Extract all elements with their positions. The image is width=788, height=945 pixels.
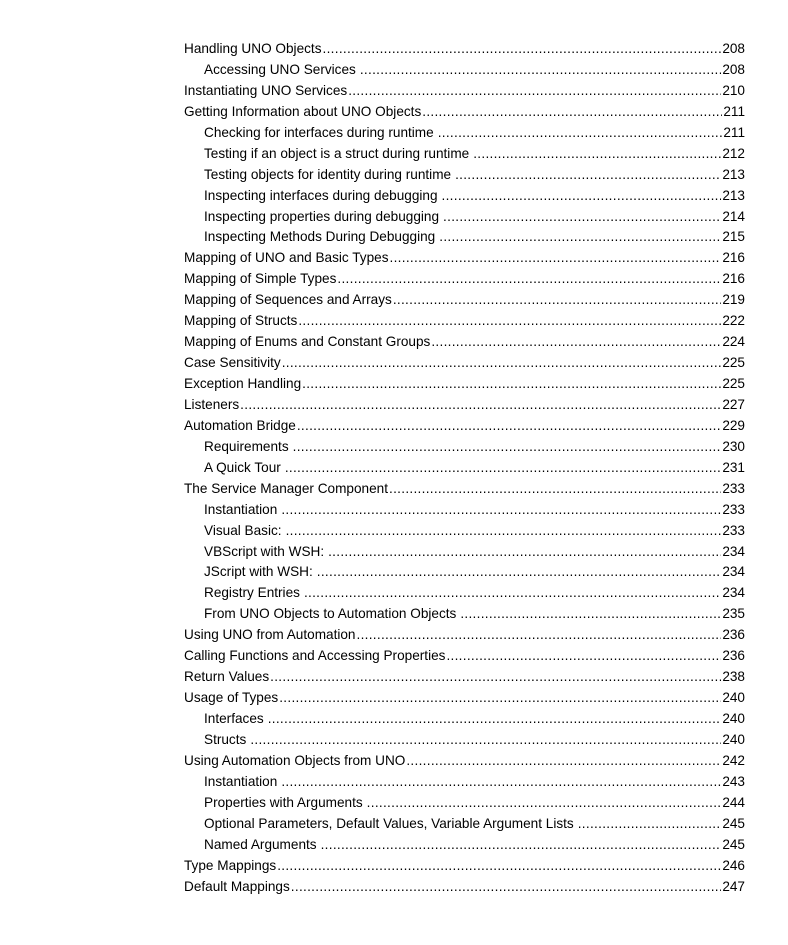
toc-entry-page-number: 229	[722, 417, 745, 433]
toc-entry-page-number: 216	[722, 250, 745, 266]
dot-leader	[357, 625, 722, 646]
dot-leader	[337, 269, 721, 290]
toc-entry-page-number: 235	[722, 606, 745, 622]
dot-leader	[317, 562, 722, 583]
toc-subentry[interactable]	[184, 165, 745, 186]
dot-leader	[279, 688, 721, 709]
dot-leader	[367, 793, 722, 814]
toc-subentry[interactable]	[184, 458, 745, 479]
toc-entry-title: Usage of Types	[184, 690, 279, 706]
toc-entry-page-number: 213	[722, 166, 745, 182]
dot-leader	[431, 332, 721, 353]
dot-leader	[443, 207, 721, 228]
toc-entry-page-number: 240	[722, 690, 745, 706]
toc-entry-title: Testing if an object is a struct during runtime	[204, 145, 470, 161]
toc-entry-page-number: 216	[722, 271, 745, 287]
toc-entry-page-number: 234	[722, 585, 745, 601]
toc-entry-page-number: 233	[722, 501, 745, 517]
toc-subentry[interactable]	[184, 123, 745, 144]
dot-leader	[268, 709, 722, 730]
toc-entry-page-number: 238	[722, 669, 745, 685]
toc-entry-page-number: 245	[722, 836, 745, 852]
dot-leader	[455, 165, 721, 186]
toc-entry-page-number: 236	[722, 627, 745, 643]
toc-entry-page-number: 225	[722, 355, 745, 371]
toc-entry[interactable]	[184, 646, 745, 667]
toc-entry-page-number: 208	[722, 61, 745, 77]
toc-entry[interactable]	[184, 248, 745, 269]
toc-entry-title: Mapping of Simple Types	[184, 271, 337, 287]
toc-subentry[interactable]	[184, 604, 745, 625]
toc-entry-title: Named Arguments	[204, 836, 317, 852]
toc-entry-page-number: 240	[722, 711, 745, 726]
toc-entry-page-number: 212	[722, 145, 745, 161]
toc-entry[interactable]	[184, 667, 745, 688]
toc-entry[interactable]	[184, 877, 745, 898]
toc-subentry[interactable]	[184, 709, 745, 730]
toc-entry-title: The Service Manager Component	[184, 480, 389, 496]
dot-leader	[297, 416, 721, 437]
toc-entry-page-number: 215	[722, 229, 745, 245]
dot-leader	[578, 814, 722, 835]
toc-entry[interactable]	[184, 311, 745, 332]
toc-entry-page-number: 245	[722, 815, 745, 831]
toc-entry[interactable]	[184, 269, 745, 290]
dot-leader	[240, 395, 721, 416]
toc-entry-title: Calling Functions and Accessing Properties	[184, 648, 446, 664]
toc-subentry[interactable]	[184, 772, 745, 793]
toc-entry-page-number: 211	[723, 103, 745, 119]
toc-subentry[interactable]	[184, 835, 745, 856]
dot-leader	[285, 458, 721, 479]
toc-entry-title: From UNO Objects to Automation Objects	[204, 606, 457, 622]
dot-leader	[390, 248, 722, 269]
toc-entry[interactable]	[184, 353, 745, 374]
dot-leader	[446, 646, 721, 667]
toc-subentry[interactable]	[184, 437, 745, 458]
toc-entry[interactable]	[184, 332, 745, 353]
toc-entry-title: A Quick Tour	[204, 459, 281, 475]
dot-leader	[438, 123, 723, 144]
toc-entry-title: Case Sensitivity	[184, 355, 281, 371]
toc-entry-title: Accessing UNO Services	[204, 61, 356, 77]
dot-leader	[302, 374, 721, 395]
toc-entry-title: Inspecting Methods During Debugging	[204, 229, 436, 245]
toc-entry-page-number: 233	[722, 480, 745, 496]
toc-entry-page-number: 243	[722, 773, 745, 789]
toc-entry-page-number: 231	[722, 459, 745, 475]
toc-entry-page-number: 233	[722, 522, 745, 538]
toc-entry[interactable]	[184, 374, 745, 395]
toc-subentry[interactable]	[184, 500, 745, 521]
toc-entry-title: Properties with Arguments	[204, 794, 363, 810]
toc-subentry[interactable]	[184, 542, 745, 563]
toc-entry-page-number: 247	[722, 878, 745, 894]
toc-subentry[interactable]	[184, 60, 745, 81]
toc-subentry[interactable]	[184, 186, 745, 207]
toc-entry-title: Checking for interfaces during runtime	[204, 124, 434, 140]
toc-subentry[interactable]	[184, 814, 745, 835]
toc-entry-title: Requirements	[204, 438, 289, 454]
toc-entry-page-number: 242	[722, 752, 745, 768]
toc-entry[interactable]	[184, 625, 745, 646]
toc-entry-title: Instantiation	[204, 501, 278, 517]
dot-leader	[422, 102, 722, 123]
dot-leader	[442, 186, 722, 207]
toc-entry[interactable]	[184, 751, 745, 772]
toc-entry[interactable]	[184, 81, 745, 102]
dot-leader	[293, 437, 722, 458]
toc-entry-page-number: 211	[723, 124, 745, 140]
toc-entry-title: Default Mappings	[184, 878, 290, 894]
toc-entry-title: Inspecting properties during debugging	[204, 208, 440, 224]
toc-subentry[interactable]	[184, 144, 745, 165]
dot-leader	[270, 667, 721, 688]
toc-subentry[interactable]	[184, 730, 745, 751]
dot-leader	[328, 542, 721, 563]
toc-entry-page-number: 224	[722, 334, 745, 350]
toc-entry-page-number: 246	[722, 857, 745, 873]
dot-leader	[360, 60, 721, 81]
toc-entry[interactable]	[184, 395, 745, 416]
toc-entry-title: Exception Handling	[184, 376, 302, 391]
toc-entry-title: Optional Parameters, Default Values, Variable Argument Lists	[204, 815, 574, 831]
dot-leader	[298, 311, 721, 332]
toc-entry-title: Automation Bridge	[184, 417, 296, 433]
dot-leader	[439, 227, 721, 248]
toc-entry-page-number: 219	[722, 292, 745, 308]
toc-entry[interactable]	[184, 688, 745, 709]
toc-entry-page-number: 208	[722, 41, 745, 56]
toc-entry-title: Instantiating UNO Services	[184, 82, 348, 98]
toc-entry-title: Registry Entries	[204, 585, 300, 601]
dot-leader	[348, 81, 721, 102]
toc-entry-title: JScript with WSH:	[204, 564, 313, 580]
dot-leader	[250, 730, 721, 751]
toc-entry-title: Inspecting interfaces during debugging	[204, 187, 438, 203]
toc-entry-title: Interfaces	[204, 711, 264, 726]
dot-leader	[281, 500, 721, 521]
toc-entry-page-number: 240	[722, 731, 745, 747]
toc-subentry[interactable]	[184, 521, 745, 542]
toc-entry-title: Handling UNO Objects	[184, 41, 322, 56]
toc-entry[interactable]	[184, 39, 745, 60]
toc-entry-title: Mapping of Sequences and Arrays	[184, 292, 392, 308]
toc-entry-title: Using Automation Objects from UNO	[184, 752, 406, 768]
toc-entry-title: Return Values	[184, 669, 270, 685]
toc-entry[interactable]	[184, 102, 745, 123]
toc-entry-title: Mapping of Structs	[184, 313, 298, 329]
toc-subentry[interactable]	[184, 207, 745, 228]
toc-entry-title: Mapping of Enums and Constant Groups	[184, 334, 431, 350]
toc-entry[interactable]	[184, 290, 745, 311]
toc-entry-title: Mapping of UNO and Basic Types	[184, 250, 389, 266]
toc-entry-page-number: 214	[722, 208, 745, 224]
dot-leader	[323, 39, 722, 60]
dot-leader	[282, 353, 722, 374]
toc-entry-title: Type Mappings	[184, 857, 277, 873]
toc-entry-page-number: 234	[722, 564, 745, 580]
toc-entry-title: VBScript with WSH:	[204, 543, 325, 559]
toc-entry[interactable]	[184, 856, 745, 877]
dot-leader	[406, 751, 721, 772]
dot-leader	[393, 290, 721, 311]
toc-entry[interactable]	[184, 479, 745, 500]
toc-entry-page-number: 234	[722, 543, 745, 559]
dot-leader	[277, 856, 721, 877]
dot-leader	[460, 604, 721, 625]
toc-entry-title: Instantiation	[204, 773, 278, 789]
toc-entry-page-number: 225	[722, 376, 745, 391]
table-of-contents	[184, 39, 745, 897]
toc-entry-page-number: 230	[722, 438, 745, 454]
toc-subentry[interactable]	[184, 583, 745, 604]
dot-leader	[304, 583, 721, 604]
toc-subentry[interactable]	[184, 793, 745, 814]
toc-entry-title: Structs	[204, 731, 247, 747]
toc-entry-page-number: 236	[722, 648, 745, 664]
toc-entry-page-number: 244	[722, 794, 745, 810]
toc-subentry[interactable]	[184, 562, 745, 583]
dot-leader	[389, 479, 721, 500]
toc-entry[interactable]	[184, 416, 745, 437]
toc-subentry[interactable]	[184, 227, 745, 248]
toc-entry-title: Listeners	[184, 396, 240, 412]
dot-leader	[286, 521, 722, 542]
toc-entry-page-number: 227	[722, 396, 745, 412]
toc-entry-title: Using UNO from Automation	[184, 627, 356, 643]
dot-leader	[291, 877, 722, 898]
toc-entry-title: Testing objects for identity during runtime	[204, 166, 452, 182]
toc-entry-title: Visual Basic:	[204, 522, 282, 538]
dot-leader	[321, 835, 722, 856]
toc-entry-page-number: 222	[722, 313, 745, 329]
dot-leader	[281, 772, 721, 793]
toc-entry-page-number: 213	[722, 187, 745, 203]
dot-leader	[473, 144, 721, 165]
toc-entry-page-number: 210	[722, 82, 745, 98]
toc-entry-title: Getting Information about UNO Objects	[184, 103, 422, 119]
